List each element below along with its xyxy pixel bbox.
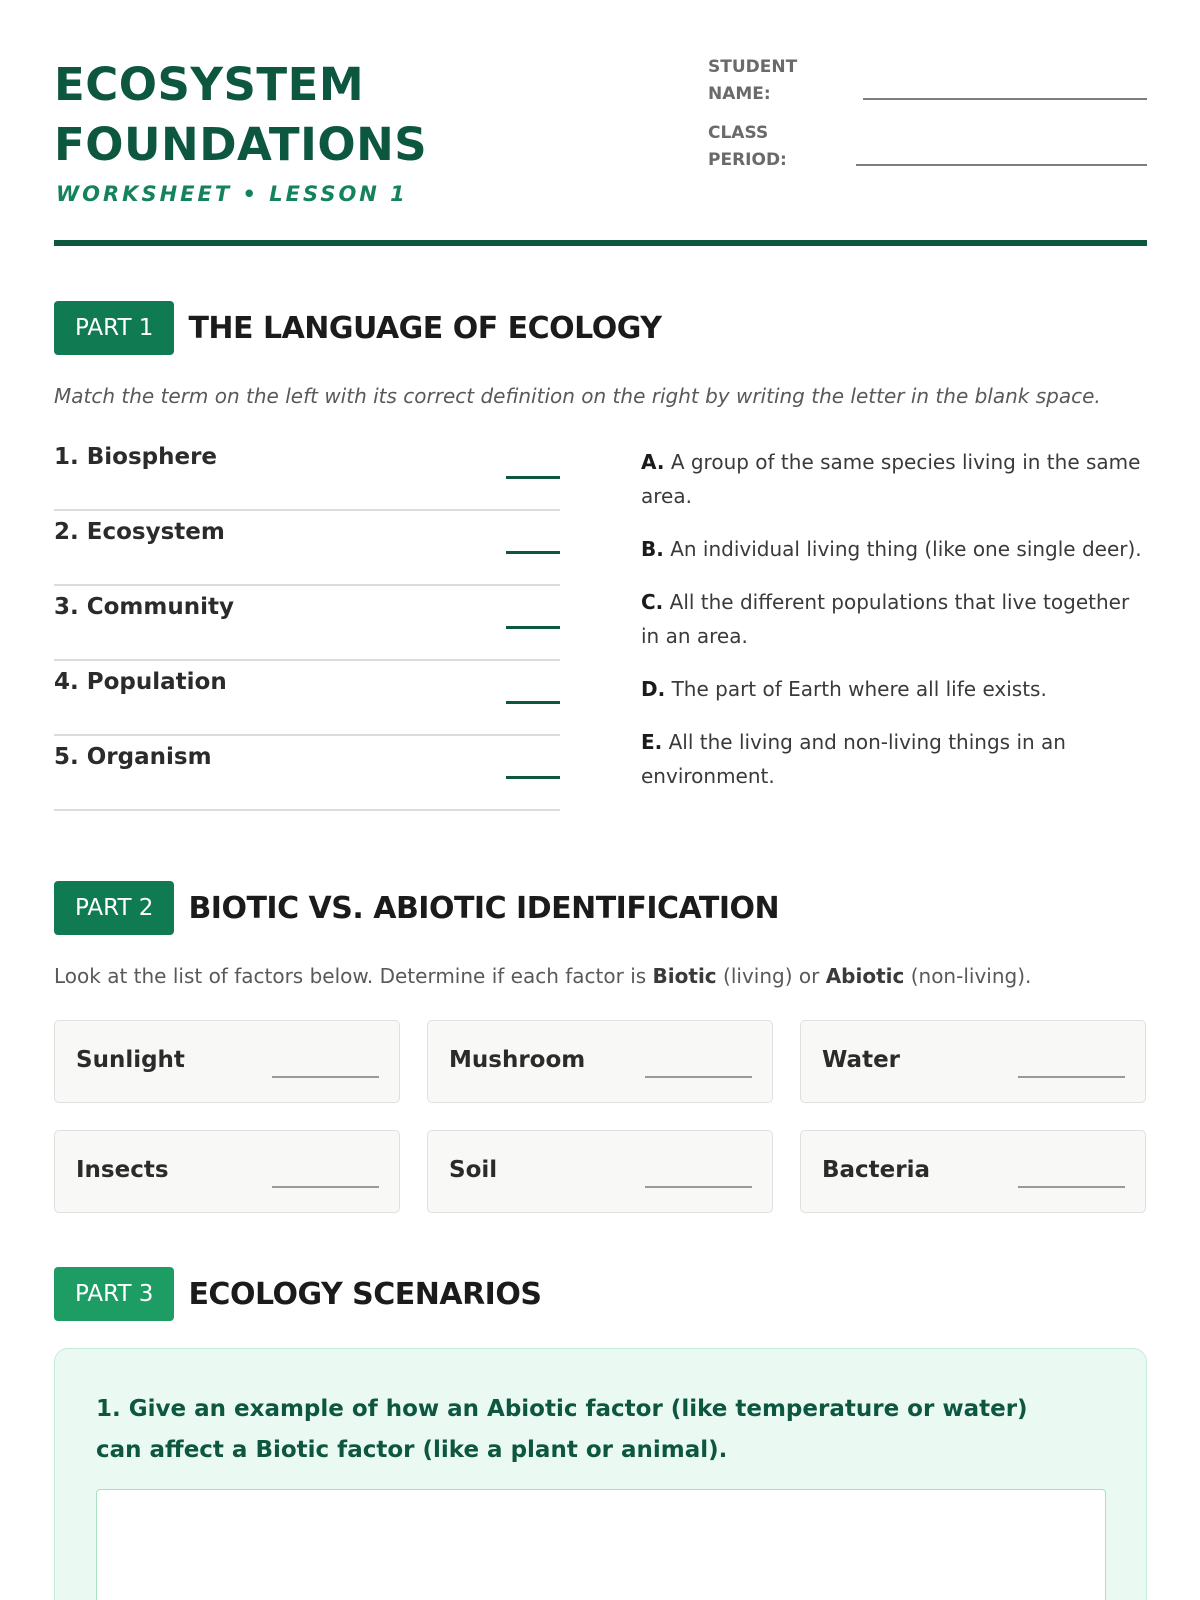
factor-card — [800, 1020, 1146, 1103]
answer-blank[interactable] — [506, 701, 560, 704]
factor-label: Mushroom — [449, 1047, 586, 1073]
answer-blank[interactable] — [645, 1076, 752, 1078]
term-row — [54, 736, 560, 811]
factor-card — [800, 1130, 1146, 1213]
factor-label: Soil — [449, 1157, 498, 1183]
factor-card — [427, 1020, 773, 1103]
term-label: 4. Population — [54, 669, 227, 695]
class-period-line[interactable] — [856, 164, 1147, 166]
answer-blank[interactable] — [645, 1186, 752, 1188]
definition-item: A. A group of the same species living in the same area. — [641, 450, 1141, 508]
term-list — [54, 436, 560, 811]
part2-heading — [54, 881, 779, 935]
definition-list — [641, 445, 1147, 812]
term-row — [54, 436, 560, 511]
term-label: 1. Biosphere — [54, 444, 218, 470]
answer-blank[interactable] — [506, 626, 560, 629]
answer-blank[interactable] — [506, 476, 560, 479]
worksheet-subtitle: WORKSHEET • LESSON 1 — [56, 182, 408, 206]
part1-badge: PART 1 — [54, 301, 174, 355]
factor-card — [54, 1130, 400, 1213]
term-label: 3. Community — [54, 594, 234, 620]
student-name-field — [708, 54, 1147, 108]
definition-item: D. The part of Earth where all life exists. — [641, 677, 1047, 701]
part3-title: ECOLOGY SCENARIOS — [188, 1276, 542, 1312]
term-row — [54, 661, 560, 736]
part2-instructions: Look at the list of factors below. Determine if each factor is Biotic (living) or Abiotic (non-living). — [54, 964, 1032, 988]
part2-title: BIOTIC VS. ABIOTIC IDENTIFICATION — [188, 890, 780, 926]
student-name-line[interactable] — [863, 98, 1147, 100]
factor-card — [54, 1020, 400, 1103]
part1-heading — [54, 301, 661, 355]
factor-grid — [54, 1020, 1147, 1213]
term-row — [54, 586, 560, 661]
term-label: 5. Organism — [54, 744, 212, 770]
factor-label: Insects — [76, 1157, 169, 1183]
definition-item: E. All the living and non-living things in an environment. — [641, 730, 1066, 788]
part3-heading — [54, 1267, 541, 1321]
answer-blank[interactable] — [1018, 1186, 1125, 1188]
factor-card — [427, 1130, 773, 1213]
class-period-label: CLASS PERIOD: — [708, 123, 787, 170]
student-name-label: STUDENT NAME: — [708, 57, 798, 104]
part2-badge: PART 2 — [54, 881, 174, 935]
scenario-question: 1. Give an example of how an Abiotic factor (like temperature or water) can affect a Biotic factor (like a plant or animal). — [96, 1396, 1028, 1463]
part3-badge: PART 3 — [54, 1267, 174, 1321]
header-divider — [54, 240, 1147, 246]
factor-label: Bacteria — [822, 1157, 931, 1183]
definition-item: C. All the different populations that live together in an area. — [641, 590, 1130, 648]
part1-instructions: Match the term on the left with its correct definition on the right by writing the letter in the blank space. — [54, 384, 1101, 408]
title-line-2: FOUNDATIONS — [54, 118, 428, 171]
factor-label: Sunlight — [76, 1047, 185, 1073]
answer-blank[interactable] — [272, 1186, 379, 1188]
answer-blank[interactable] — [506, 776, 560, 779]
answer-box[interactable] — [96, 1489, 1106, 1600]
answer-blank[interactable] — [506, 551, 560, 554]
title-line-1: ECOSYSTEM — [54, 58, 365, 111]
answer-blank[interactable] — [1018, 1076, 1125, 1078]
part1-title: THE LANGUAGE OF ECOLOGY — [188, 310, 662, 346]
term-row — [54, 511, 560, 586]
scenario-card — [54, 1348, 1147, 1600]
term-label: 2. Ecosystem — [54, 519, 225, 545]
worksheet-title — [54, 55, 427, 175]
definition-item: B. An individual living thing (like one single deer). — [641, 537, 1142, 561]
answer-blank[interactable] — [272, 1076, 379, 1078]
worksheet-page — [54, 0, 1147, 1600]
class-period-field — [708, 120, 1147, 174]
factor-label: Water — [822, 1047, 901, 1073]
